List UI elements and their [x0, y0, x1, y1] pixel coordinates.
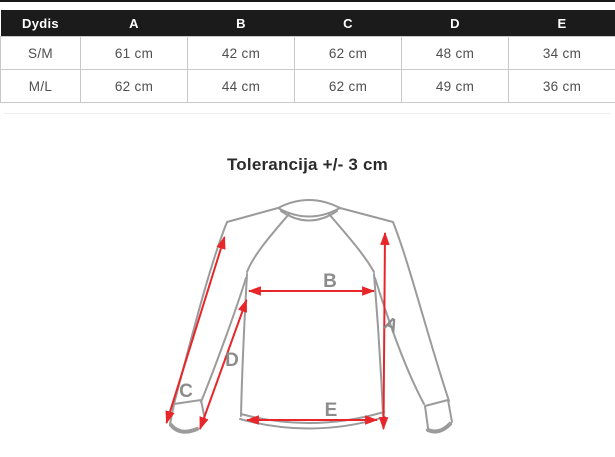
shirt-collar-band: [278, 208, 340, 221]
size-cell: M/L: [1, 70, 81, 103]
table-bottom-shadow: [4, 113, 611, 114]
header-cell-d: D: [402, 10, 509, 37]
table-row-ml: [1, 70, 615, 103]
value-cell: 62 cm: [295, 37, 402, 70]
shirt-collar-top: [278, 200, 340, 208]
size-cell: S/M: [1, 37, 81, 70]
shirt-left-shoulder-sleeve: [174, 208, 278, 404]
header-row: [1, 10, 615, 37]
header-cell-dydis: Dydis: [1, 10, 81, 37]
shirt-right-body-edge: [374, 274, 383, 415]
measure-b-label: B: [323, 271, 337, 292]
measure-a-label: A: [380, 313, 402, 338]
value-cell: 44 cm: [188, 70, 295, 103]
top-divider: [0, 0, 615, 2]
measure-d-label: D: [225, 350, 239, 371]
value-cell: 48 cm: [402, 37, 509, 70]
value-cell: 34 cm: [509, 37, 615, 70]
measurement-diagram: [0, 185, 615, 457]
garment-diagram-svg: [0, 185, 615, 457]
value-cell: 62 cm: [81, 70, 188, 103]
measure-c-label: C: [179, 381, 193, 402]
shirt-right-shoulder-sleeve: [340, 208, 449, 401]
measure-d-arrow: [200, 300, 247, 429]
shirt-left-cuff: [170, 400, 205, 424]
header-cell-b: B: [188, 10, 295, 37]
tolerance-note: Tolerancija +/- 3 cm: [226, 155, 388, 174]
table-row-sm: [1, 37, 615, 70]
shirt-left-cuff-opening: [171, 425, 197, 432]
shirt-right-raglan-seam: [329, 214, 374, 272]
size-table: [0, 10, 615, 103]
header-cell-e: E: [509, 10, 615, 37]
value-cell: 49 cm: [402, 70, 509, 103]
shirt-left-raglan-seam: [247, 214, 289, 272]
shirt-right-cuff-opening: [428, 424, 450, 432]
shirt-left-body-edge: [241, 274, 247, 416]
value-cell: 36 cm: [509, 70, 615, 103]
header-cell-a: A: [81, 10, 188, 37]
shirt-left-inner-sleeve: [201, 278, 246, 402]
value-cell: 42 cm: [188, 37, 295, 70]
header-cell-c: C: [295, 10, 402, 37]
measure-e-label: E: [324, 400, 338, 421]
size-table-body: [1, 37, 615, 103]
value-cell: 62 cm: [295, 70, 402, 103]
value-cell: 61 cm: [81, 37, 188, 70]
size-table-header: [1, 10, 615, 37]
measure-c-arrow: [167, 237, 225, 423]
